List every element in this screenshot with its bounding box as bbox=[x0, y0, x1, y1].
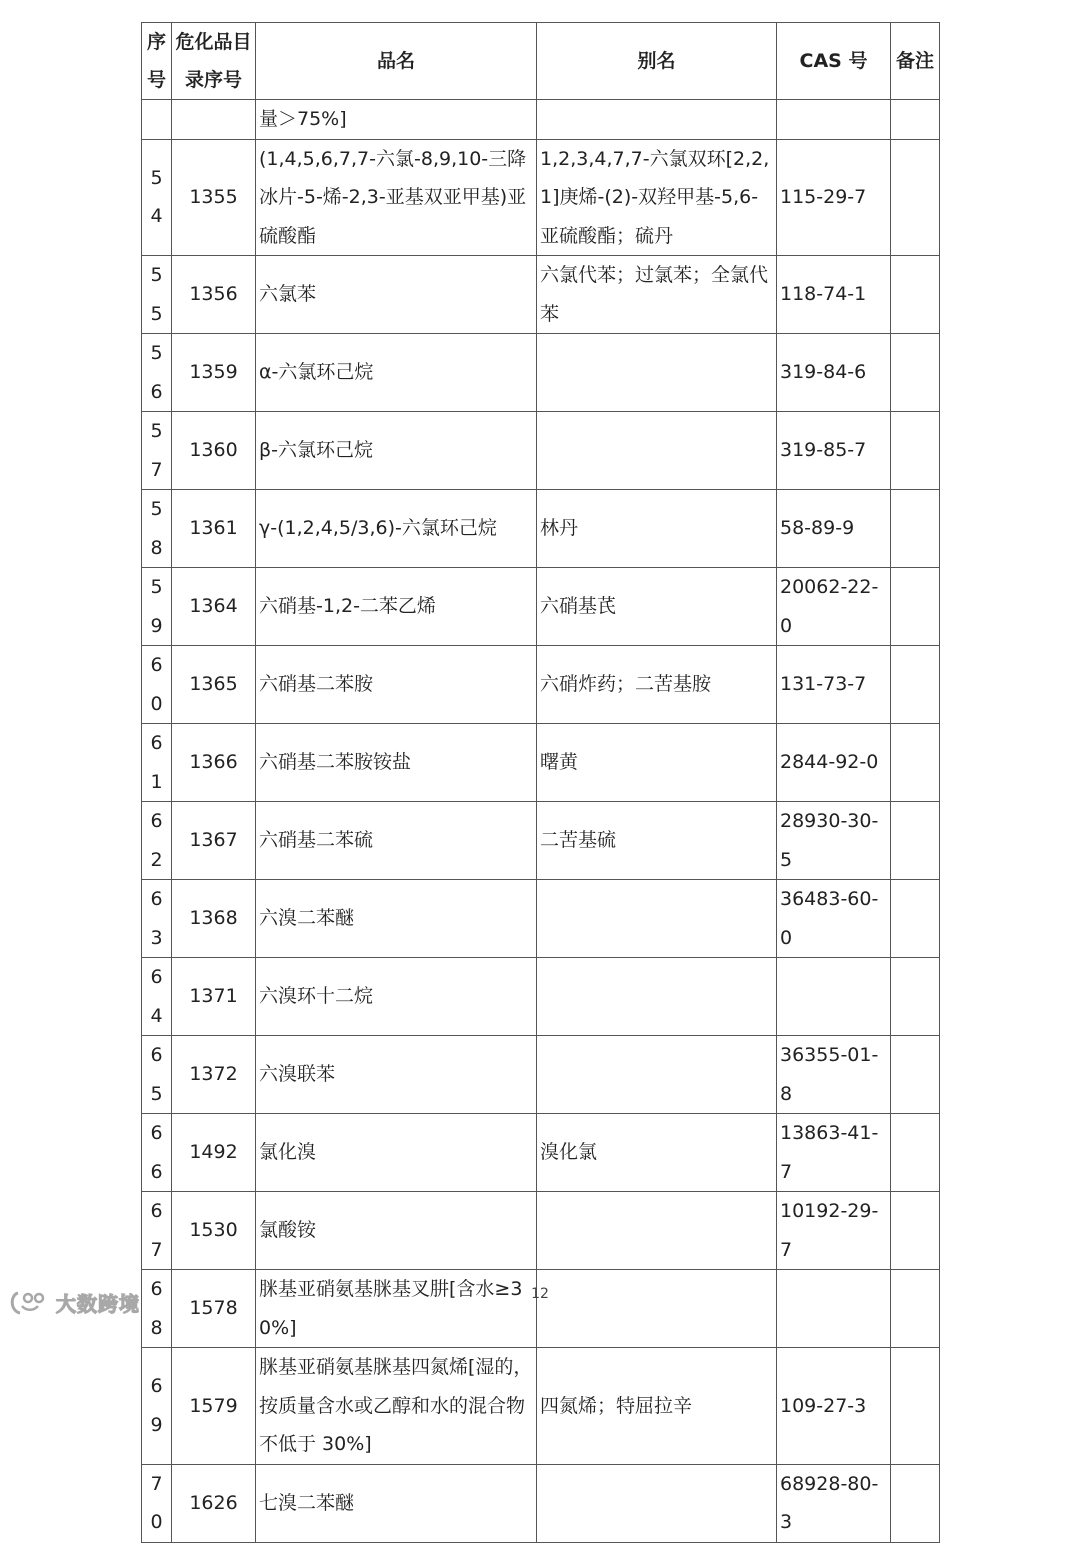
cell-note bbox=[891, 1270, 940, 1348]
cell-cas: 109-27-3 bbox=[777, 1348, 891, 1465]
header-alias: 别名 bbox=[537, 23, 777, 100]
cell-catalog-no: 1579 bbox=[172, 1348, 256, 1465]
cell-name: 七溴二苯醚 bbox=[256, 1464, 537, 1542]
header-seq: 序号 bbox=[142, 23, 172, 100]
cell-name: 六硝基二苯硫 bbox=[256, 802, 537, 880]
cell-seq: 58 bbox=[142, 490, 172, 568]
cell-note bbox=[891, 568, 940, 646]
table-row bbox=[142, 568, 940, 646]
cell-cas: 319-85-7 bbox=[777, 412, 891, 490]
cell-note bbox=[891, 724, 940, 802]
cell-note bbox=[891, 646, 940, 724]
cell-catalog-no: 1360 bbox=[172, 412, 256, 490]
cell-catalog-no: 1367 bbox=[172, 802, 256, 880]
cell-cas: 115-29-7 bbox=[777, 139, 891, 256]
cell-alias bbox=[537, 958, 777, 1036]
cell-name: 六溴环十二烷 bbox=[256, 958, 537, 1036]
watermark-text: 大数跨境 bbox=[56, 1292, 140, 1316]
cell-catalog-no: 1372 bbox=[172, 1036, 256, 1114]
cell-name: α-六氯环己烷 bbox=[256, 334, 537, 412]
cell-seq: 67 bbox=[142, 1192, 172, 1270]
cell-catalog-no: 1356 bbox=[172, 256, 256, 334]
cell-note bbox=[891, 334, 940, 412]
table-row bbox=[142, 1348, 940, 1465]
cell-cas: 36355-01-8 bbox=[777, 1036, 891, 1114]
header-name: 品名 bbox=[256, 23, 537, 100]
cell-name: 氯化溴 bbox=[256, 1114, 537, 1192]
cell-alias bbox=[537, 1270, 777, 1348]
table-row bbox=[142, 1464, 940, 1542]
cell-alias bbox=[537, 1036, 777, 1114]
cell-cas: 28930-30-5 bbox=[777, 802, 891, 880]
header-catalog-no: 危化品目录序号 bbox=[172, 23, 256, 100]
cell-catalog-no: 1361 bbox=[172, 490, 256, 568]
table-row bbox=[142, 1114, 940, 1192]
cell-note bbox=[891, 1464, 940, 1542]
cell-note bbox=[891, 958, 940, 1036]
cell-catalog-no: 1371 bbox=[172, 958, 256, 1036]
cell-catalog-no: 1368 bbox=[172, 880, 256, 958]
cell-catalog-no: 1626 bbox=[172, 1464, 256, 1542]
cell-name: 六溴联苯 bbox=[256, 1036, 537, 1114]
cell-cas: 68928-80-3 bbox=[777, 1464, 891, 1542]
cell-name: 脒基亚硝氨基脒基四氮烯[湿的，按质量含水或乙醇和水的混合物不低于 30%] bbox=[256, 1348, 537, 1465]
cell-seq: 55 bbox=[142, 256, 172, 334]
table-body bbox=[142, 100, 940, 1543]
cell-alias: 二苦基硫 bbox=[537, 802, 777, 880]
cell-seq: 60 bbox=[142, 646, 172, 724]
cell-catalog-no: 1366 bbox=[172, 724, 256, 802]
cell-name: 六硝基二苯胺 bbox=[256, 646, 537, 724]
table-row bbox=[142, 646, 940, 724]
cell-name: (1,4,5,6,7,7-六氯-8,9,10-三降冰片-5-烯-2,3-亚基双亚甲基)亚硫酸酯 bbox=[256, 139, 537, 256]
cell-seq: 70 bbox=[142, 1464, 172, 1542]
cell-note bbox=[891, 256, 940, 334]
table-row bbox=[142, 958, 940, 1036]
cell-alias: 六硝基芪 bbox=[537, 568, 777, 646]
cell-seq: 59 bbox=[142, 568, 172, 646]
cell-note bbox=[891, 880, 940, 958]
cell-note bbox=[891, 802, 940, 880]
cell-cas: 131-73-7 bbox=[777, 646, 891, 724]
header-note: 备注 bbox=[891, 23, 940, 100]
cell-seq: 56 bbox=[142, 334, 172, 412]
cell-note bbox=[891, 139, 940, 256]
cell-catalog-no: 1492 bbox=[172, 1114, 256, 1192]
cell-seq: 68 bbox=[142, 1270, 172, 1348]
logo-icon bbox=[8, 1289, 52, 1317]
table-row bbox=[142, 724, 940, 802]
cell-cas bbox=[777, 958, 891, 1036]
cell-note bbox=[891, 1114, 940, 1192]
cell-alias bbox=[537, 880, 777, 958]
chemical-table bbox=[141, 22, 940, 1543]
table-row bbox=[142, 1270, 940, 1348]
cell-alias bbox=[537, 334, 777, 412]
cell-cas: 20062-22-0 bbox=[777, 568, 891, 646]
cell-name: γ-(1,2,4,5/3,6)-六氯环己烷 bbox=[256, 490, 537, 568]
cell-name: 六氯苯 bbox=[256, 256, 537, 334]
cell-seq: 65 bbox=[142, 1036, 172, 1114]
cell-seq: 61 bbox=[142, 724, 172, 802]
table-row bbox=[142, 100, 940, 140]
cell-alias: 曙黄 bbox=[537, 724, 777, 802]
cell-alias: 1,2,3,4,7,7-六氯双环[2,2,1]庚烯-(2)-双羟甲基-5,6-亚硫酸酯；硫丹 bbox=[537, 139, 777, 256]
cell-alias bbox=[537, 1464, 777, 1542]
cell-name: 脒基亚硝氨基脒基叉肼[含水≥30%] bbox=[256, 1270, 537, 1348]
cell-cas: 58-89-9 bbox=[777, 490, 891, 568]
cell-note bbox=[891, 412, 940, 490]
cell-alias: 林丹 bbox=[537, 490, 777, 568]
cell-seq: 62 bbox=[142, 802, 172, 880]
watermark bbox=[8, 1288, 140, 1317]
cell-catalog-no: 1355 bbox=[172, 139, 256, 256]
cell-catalog-no: 1365 bbox=[172, 646, 256, 724]
cell-alias bbox=[537, 412, 777, 490]
cell-cas: 319-84-6 bbox=[777, 334, 891, 412]
cell-seq: 66 bbox=[142, 1114, 172, 1192]
cell-seq: 69 bbox=[142, 1348, 172, 1465]
cell-name: 量＞75%] bbox=[256, 100, 537, 140]
table-row bbox=[142, 802, 940, 880]
cell-alias: 溴化氯 bbox=[537, 1114, 777, 1192]
table-header-row bbox=[142, 23, 940, 100]
cell-name: 氯酸铵 bbox=[256, 1192, 537, 1270]
cell-seq: 54 bbox=[142, 139, 172, 256]
table-row bbox=[142, 1036, 940, 1114]
cell-cas: 13863-41-7 bbox=[777, 1114, 891, 1192]
cell-note bbox=[891, 490, 940, 568]
cell-note bbox=[891, 100, 940, 140]
cell-name: 六溴二苯醚 bbox=[256, 880, 537, 958]
cell-cas: 118-74-1 bbox=[777, 256, 891, 334]
cell-alias: 四氮烯；特屈拉辛 bbox=[537, 1348, 777, 1465]
cell-seq bbox=[142, 100, 172, 140]
table-row bbox=[142, 880, 940, 958]
cell-seq: 63 bbox=[142, 880, 172, 958]
table-row bbox=[142, 490, 940, 568]
table-row bbox=[142, 256, 940, 334]
cell-cas: 36483-60-0 bbox=[777, 880, 891, 958]
cell-catalog-no: 1578 bbox=[172, 1270, 256, 1348]
table-row bbox=[142, 334, 940, 412]
cell-note bbox=[891, 1036, 940, 1114]
cell-seq: 57 bbox=[142, 412, 172, 490]
cell-name: β-六氯环己烷 bbox=[256, 412, 537, 490]
table-row bbox=[142, 412, 940, 490]
page-number: 12 bbox=[531, 1286, 549, 1302]
cell-note bbox=[891, 1192, 940, 1270]
cell-alias: 六硝炸药；二苦基胺 bbox=[537, 646, 777, 724]
cell-catalog-no: 1364 bbox=[172, 568, 256, 646]
cell-name: 六硝基二苯胺铵盐 bbox=[256, 724, 537, 802]
cell-name: 六硝基-1,2-二苯乙烯 bbox=[256, 568, 537, 646]
cell-cas: 2844-92-0 bbox=[777, 724, 891, 802]
table-row bbox=[142, 1192, 940, 1270]
cell-cas bbox=[777, 1270, 891, 1348]
cell-seq: 64 bbox=[142, 958, 172, 1036]
cell-alias: 六氯代苯；过氯苯；全氯代苯 bbox=[537, 256, 777, 334]
cell-alias bbox=[537, 100, 777, 140]
header-cas: CAS 号 bbox=[777, 23, 891, 100]
cell-cas bbox=[777, 100, 891, 140]
table-row bbox=[142, 139, 940, 256]
cell-note bbox=[891, 1348, 940, 1465]
cell-catalog-no: 1359 bbox=[172, 334, 256, 412]
cell-cas: 10192-29-7 bbox=[777, 1192, 891, 1270]
cell-catalog-no: 1530 bbox=[172, 1192, 256, 1270]
cell-catalog-no bbox=[172, 100, 256, 140]
cell-alias bbox=[537, 1192, 777, 1270]
